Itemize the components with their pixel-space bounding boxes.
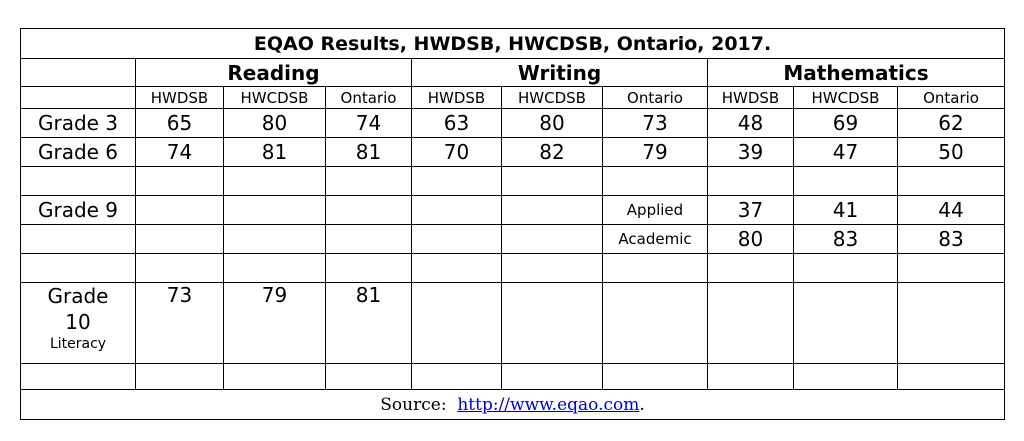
table-row bbox=[21, 138, 1005, 167]
empty-cell bbox=[21, 87, 136, 109]
row-sublabel-applied: Applied bbox=[603, 196, 708, 225]
value-cell: 65 bbox=[136, 109, 224, 138]
table-row bbox=[21, 283, 1005, 364]
value-cell: 81 bbox=[326, 138, 412, 167]
value-cell: 79 bbox=[603, 138, 708, 167]
table-title: EQAO Results, HWDSB, HWCDSB, Ontario, 2017. bbox=[21, 29, 1005, 59]
source-link[interactable]: http://www.eqao.com bbox=[457, 394, 640, 415]
table-row bbox=[21, 109, 1005, 138]
value-cell: 80 bbox=[224, 109, 326, 138]
grade10-label-line1: Grade bbox=[47, 284, 109, 308]
row-label-grade6: Grade 6 bbox=[21, 138, 136, 167]
empty-cell bbox=[21, 59, 136, 87]
table-row bbox=[21, 225, 1005, 254]
value-cell: 70 bbox=[412, 138, 502, 167]
value-cell: 73 bbox=[603, 109, 708, 138]
value-cell: 83 bbox=[794, 225, 898, 254]
value-cell: 41 bbox=[794, 196, 898, 225]
table-row bbox=[21, 196, 1005, 225]
value-cell: 48 bbox=[708, 109, 794, 138]
value-cell: 44 bbox=[898, 196, 1005, 225]
value-cell: 74 bbox=[136, 138, 224, 167]
source-prefix: Source: bbox=[380, 394, 447, 415]
value-cell: 39 bbox=[708, 138, 794, 167]
value-cell: 80 bbox=[502, 109, 603, 138]
col-header: HWDSB bbox=[708, 87, 794, 109]
col-header: HWDSB bbox=[136, 87, 224, 109]
value-cell: 74 bbox=[326, 109, 412, 138]
value-cell: 73 bbox=[136, 283, 224, 364]
value-cell: 81 bbox=[326, 283, 412, 364]
col-header: Ontario bbox=[326, 87, 412, 109]
subject-reading: Reading bbox=[136, 59, 412, 87]
row-sublabel-academic: Academic bbox=[603, 225, 708, 254]
value-cell: 81 bbox=[224, 138, 326, 167]
subject-writing: Writing bbox=[412, 59, 708, 87]
col-header: HWCDSB bbox=[794, 87, 898, 109]
row-label-grade3: Grade 3 bbox=[21, 109, 136, 138]
value-cell: 63 bbox=[412, 109, 502, 138]
source-note bbox=[21, 390, 1005, 420]
col-header: HWDSB bbox=[412, 87, 502, 109]
row-label-grade9: Grade 9 bbox=[21, 196, 136, 225]
col-header: Ontario bbox=[898, 87, 1005, 109]
value-cell: 83 bbox=[898, 225, 1005, 254]
col-header: HWCDSB bbox=[502, 87, 603, 109]
value-cell: 82 bbox=[502, 138, 603, 167]
grade10-label-line2: 10 bbox=[65, 310, 91, 334]
value-cell: 50 bbox=[898, 138, 1005, 167]
row-label-grade10 bbox=[21, 283, 136, 364]
blank-row bbox=[21, 364, 1005, 390]
value-cell: 69 bbox=[794, 109, 898, 138]
value-cell: 79 bbox=[224, 283, 326, 364]
grade10-label-literacy: Literacy bbox=[49, 336, 107, 352]
col-header: Ontario bbox=[603, 87, 708, 109]
blank-row bbox=[21, 254, 1005, 283]
source-suffix: . bbox=[639, 394, 645, 415]
col-header: HWCDSB bbox=[224, 87, 326, 109]
subject-mathematics: Mathematics bbox=[708, 59, 1005, 87]
blank-row bbox=[21, 167, 1005, 196]
value-cell: 47 bbox=[794, 138, 898, 167]
value-cell: 62 bbox=[898, 109, 1005, 138]
eqao-results-table bbox=[20, 28, 1005, 420]
value-cell: 37 bbox=[708, 196, 794, 225]
value-cell: 80 bbox=[708, 225, 794, 254]
